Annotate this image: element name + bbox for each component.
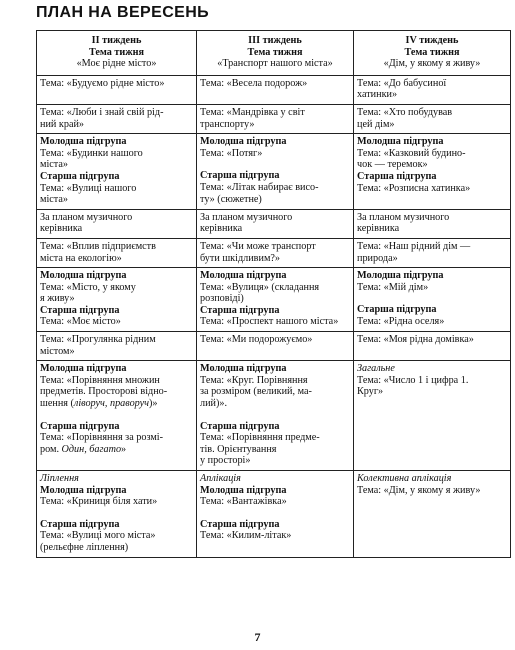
header-week-2: ІІ тиждень Тема тижня «Моє рідне місто» [37, 31, 197, 76]
page-title: ПЛАН НА ВЕРЕСЕНЬ [36, 4, 210, 21]
table-row [37, 104, 511, 133]
table-row [37, 134, 511, 210]
table-cell: Тема: «Вплив підприємств міста на екологію» [37, 238, 197, 267]
table-row [37, 268, 511, 332]
table-cell: Молодша підгрупа Тема: «Казковий будино- чок — теремок» Старша підгрупа Тема: «Розписна хатинка» [354, 134, 511, 210]
table-row [37, 332, 511, 361]
header-week-4: IV тиждень Тема тижня «Дім, у якому я живу» [354, 31, 511, 76]
table-cell: Тема: «Моя рідна домівка» [354, 332, 511, 361]
table-cell: Тема: «Мандрівка у світ транспорту» [197, 104, 354, 133]
table-row [37, 209, 511, 238]
table-cell: Тема: «Хто побудував цей дім» [354, 104, 511, 133]
table-cell: Загальне Тема: «Число 1 і цифра 1. Круг» [354, 361, 511, 471]
table-cell: За планом музичного керівника [197, 209, 354, 238]
table-cell: Ліплення Молодша підгрупа Тема: «Криниця біля хати» Старша підгрупа Тема: «Вулиці мого міста» (рельєфне ліплення) [37, 471, 197, 558]
table-cell: Молодша підгрупа Тема: «Круг. Порівняння за розміром (великий, ма- лий)». Старша підгрупа Тема: «Порівняння предме- тів. Орієнтування у просторі» [197, 361, 354, 471]
table-header-row [37, 31, 511, 76]
table-cell: Аплікація Молодша підгрупа Тема: «Вантажівка» Старша підгрупа Тема: «Килим-літак» [197, 471, 354, 558]
table-cell: Тема: «Наш рідний дім — природа» [354, 238, 511, 267]
table-cell: Молодша підгрупа Тема: «Будинки нашого міста» Старша підгрупа Тема: «Вулиці нашого міста» [37, 134, 197, 210]
table-cell: За планом музичного керівника [37, 209, 197, 238]
table-cell: За планом музичного керівника [354, 209, 511, 238]
table-cell: Молодша підгрупа Тема: «Порівняння множин предметів. Просторові відно- шення (ліворуч, праворуч)» Старша підгрупа Тема: «Порівняння за розмі- ром. Один, багато» [37, 361, 197, 471]
table-cell: Тема: «Прогулянка рідним містом» [37, 332, 197, 361]
plan-table [36, 30, 511, 558]
table-cell: Молодша підгрупа Тема: «Вулиця» (складання розповіді) Старша підгрупа Тема: «Проспект нашого міста» [197, 268, 354, 332]
page-number: 7 [254, 630, 261, 644]
table-cell: Тема: «Люби і знай свій рід- ний край» [37, 104, 197, 133]
table-cell: Тема: «До бабусиної хатинки» [354, 75, 511, 104]
table-row [37, 471, 511, 558]
table-row [37, 75, 511, 104]
table-cell: Молодша підгрупа Тема: «Місто, у якому я живу» Старша підгрупа Тема: «Моє місто» [37, 268, 197, 332]
header-week-3: ІІІ тиждень Тема тижня «Транспорт нашого міста» [197, 31, 354, 76]
table-cell: Тема: «Чи може транспорт бути шкідливим?» [197, 238, 354, 267]
table-cell: Тема: «Ми подорожуємо» [197, 332, 354, 361]
table-row [37, 238, 511, 267]
table-cell: Молодша підгрупа Тема: «Мій дім» Старша підгрупа Тема: «Рідна оселя» [354, 268, 511, 332]
table-cell: Колективна аплікація Тема: «Дім, у якому я живу» [354, 471, 511, 558]
table-row [37, 361, 511, 471]
table-cell: Молодша підгрупа Тема: «Потяг» Старша підгрупа Тема: «Літак набирає висо- ту» (сюжетне) [197, 134, 354, 210]
table-cell: Тема: «Весела подорож» [197, 75, 354, 104]
table-cell: Тема: «Будуємо рідне місто» [37, 75, 197, 104]
